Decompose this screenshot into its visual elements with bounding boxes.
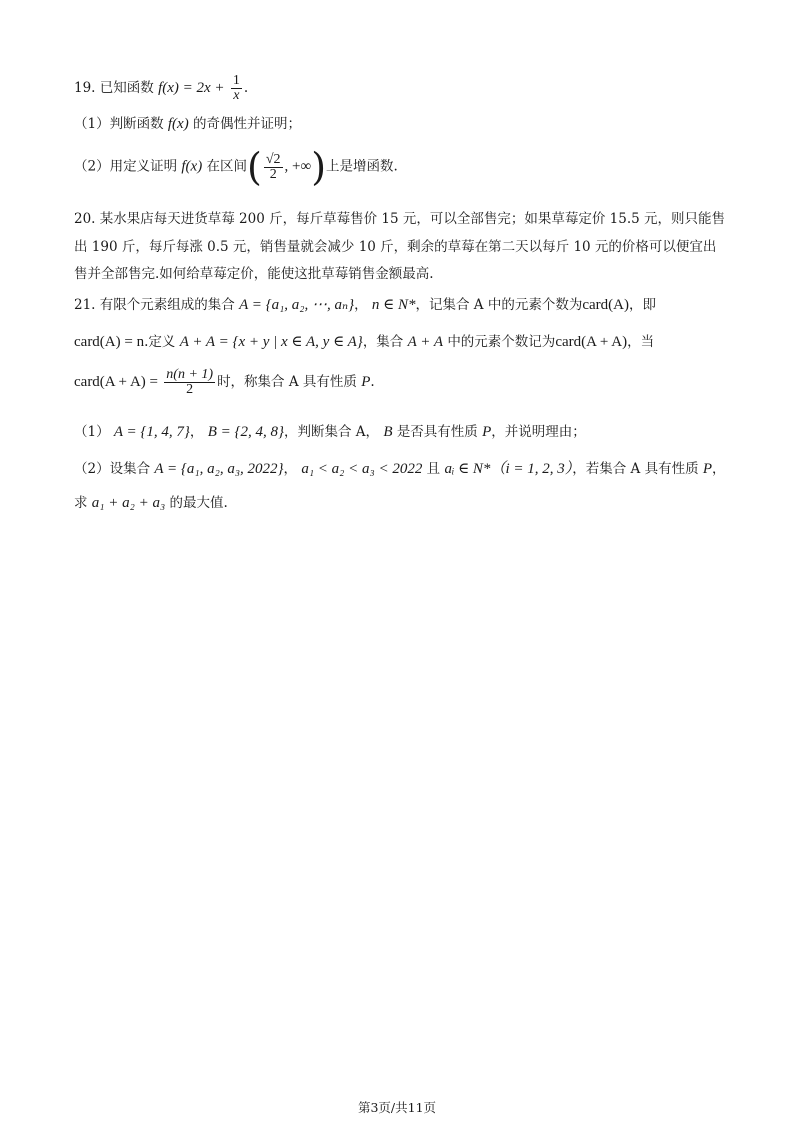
q21-part2-mid: ，若集合 A 具有性质 — [572, 461, 699, 477]
q21-line2-mid2: 中的元素个数记为 — [447, 334, 556, 350]
q19-part1 — [74, 117, 301, 132]
q21-part2-sum-expression: a₁ + a₂ + a₃ — [91, 495, 166, 511]
q21-line1: 21. 有限个元素组成的集合 A = {a₁, a₂, ⋯, aₙ}， n ∈ N*，记集合 A 中的元素个数为card(A)，即 — [74, 297, 656, 313]
q19-part1-suffix: 的奇偶性并证明； — [193, 116, 302, 132]
q21-part2-end: ， — [712, 461, 726, 477]
q21-part1-set-b: B = {2, 4, 8} — [207, 424, 284, 440]
q19-part1-function: f(x) — [167, 116, 189, 132]
q21-part2-set: A = {a₁, a₂, a₃, 2022} — [154, 461, 284, 477]
q19-function-lhs: f(x) = 2x + — [158, 80, 225, 96]
q21-line2-mid: ，集合 — [362, 334, 404, 350]
q21-part1-set-a: A = {1, 4, 7} — [113, 424, 190, 440]
q21-line2-def: .定义 — [144, 334, 176, 350]
q21-card-a: card(A) — [582, 297, 629, 313]
q21-property-p: P — [361, 374, 371, 390]
q21-part1-property-p: P — [482, 424, 492, 440]
q21-line3 — [74, 368, 375, 397]
q21-part1: （1） A = {1, 4, 7}， B = {2, 4, 8}，判断集合 A， B 是否具有性质 P，并说明理由； — [74, 424, 586, 440]
interval-left-paren: ( — [247, 145, 262, 189]
interval-tail: , +∞ — [284, 158, 312, 175]
q21-line2-suffix: ，当 — [627, 334, 655, 350]
q21-part1-prefix: （1） — [74, 424, 110, 440]
q21-part1-suffix: ，并说明理由； — [491, 424, 586, 440]
q21-part2-line2 — [74, 496, 228, 511]
q19-part2-function: f(x) — [181, 158, 203, 175]
q21-condition-denominator: 2 — [186, 382, 194, 397]
q21-card-condition-lhs: card(A + A) = — [74, 374, 158, 390]
q21-set-definition: A = {a₁, a₂, ⋯, aₙ} — [239, 297, 355, 313]
interval-denominator: 2 — [269, 166, 277, 182]
q21-part2-and: 且 — [426, 461, 441, 477]
q21-card-equals-n: card(A) = n — [74, 334, 145, 350]
q19-part2-mid: 在区间 — [206, 158, 248, 175]
q21-part2-inequality: a₁ < a₂ < a₃ < 2022 — [301, 461, 423, 477]
q21-part1-mid: ，判断集合 A， — [284, 424, 380, 440]
q19-stem-prefix: 19. 已知函数 — [74, 80, 154, 96]
q20-line2: 出 190 斤，每斤每涨 0.5 元，销售量就会减少 10 斤，剩余的草莓在第二天以每斤 10 元的价格可以便宜出 — [74, 239, 717, 255]
q19-stem-suffix: . — [243, 80, 249, 96]
q19-fraction-denominator: x — [233, 88, 240, 103]
q21-line3-suffix: 时，称集合 A 具有性质 — [217, 374, 357, 390]
q21-part2: （2）设集合 A = {a₁, a₂, a₃, 2022}， a₁ < a₂ < a₃ < 2022 且 aᵢ ∈ N*（i = 1, 2, 3），若集合 A 具有性质 P， — [74, 461, 726, 477]
q19-stem — [74, 74, 248, 103]
q21-line1-prefix: 21. 有限个元素组成的集合 — [74, 297, 235, 313]
q20-line1: 20. 某水果店每天进货草莓 200 斤，每斤草莓售价 15 元，可以全部售完；如果草莓定价 15.5 元，则只能售 — [74, 211, 726, 227]
q19-part2-suffix: 上是增函数. — [326, 158, 398, 175]
interval-right-paren: ) — [311, 145, 327, 189]
q21-condition-numerator: n(n + 1) — [166, 367, 214, 382]
q21-part2-prefix: （2）设集合 — [74, 461, 151, 477]
q19-part1-prefix: （1）判断函数 — [74, 116, 164, 132]
interval-fraction — [264, 153, 283, 182]
page-number-footer: 第3页/共11页 — [357, 1100, 437, 1115]
q21-part2-property-p: P — [702, 461, 713, 477]
q21-part1-b-var: B — [383, 424, 393, 440]
interval-numerator: √2 — [265, 151, 281, 167]
q21-n-natural: n ∈ N* — [371, 297, 416, 313]
q21-sumset-definition: A + A = {x + y | x ∈ A, y ∈ A} — [179, 334, 363, 350]
q21-sumset: A + A — [407, 334, 444, 350]
q19-fraction-numerator: 1 — [232, 73, 240, 88]
q21-part2-natural: aᵢ ∈ N* — [444, 461, 491, 477]
q21-part2-line2-suffix: 的最大值. — [169, 495, 228, 511]
q21-line1-mid: ，记集合 A 中的元素个数为 — [415, 297, 583, 313]
q19-part2 — [74, 145, 398, 189]
q19-part2-prefix: （2）用定义证明 — [74, 158, 178, 175]
q19-fraction — [231, 74, 242, 103]
q21-card-sumset: card(A + A) — [555, 334, 628, 350]
q21-line1-suffix: ，即 — [628, 297, 656, 313]
q21-line3-end: . — [370, 374, 375, 390]
q20-line3: 售并全部售完.如何给草莓定价，能使这批草莓销售金额最高. — [74, 266, 434, 282]
q21-part2-line2-prefix: 求 — [74, 495, 88, 511]
q21-part2-index: （i = 1, 2, 3） — [490, 461, 573, 477]
q21-condition-fraction — [164, 368, 215, 397]
q21-part1-mid2: 是否具有性质 — [396, 424, 478, 440]
q21-line2 — [74, 335, 654, 350]
